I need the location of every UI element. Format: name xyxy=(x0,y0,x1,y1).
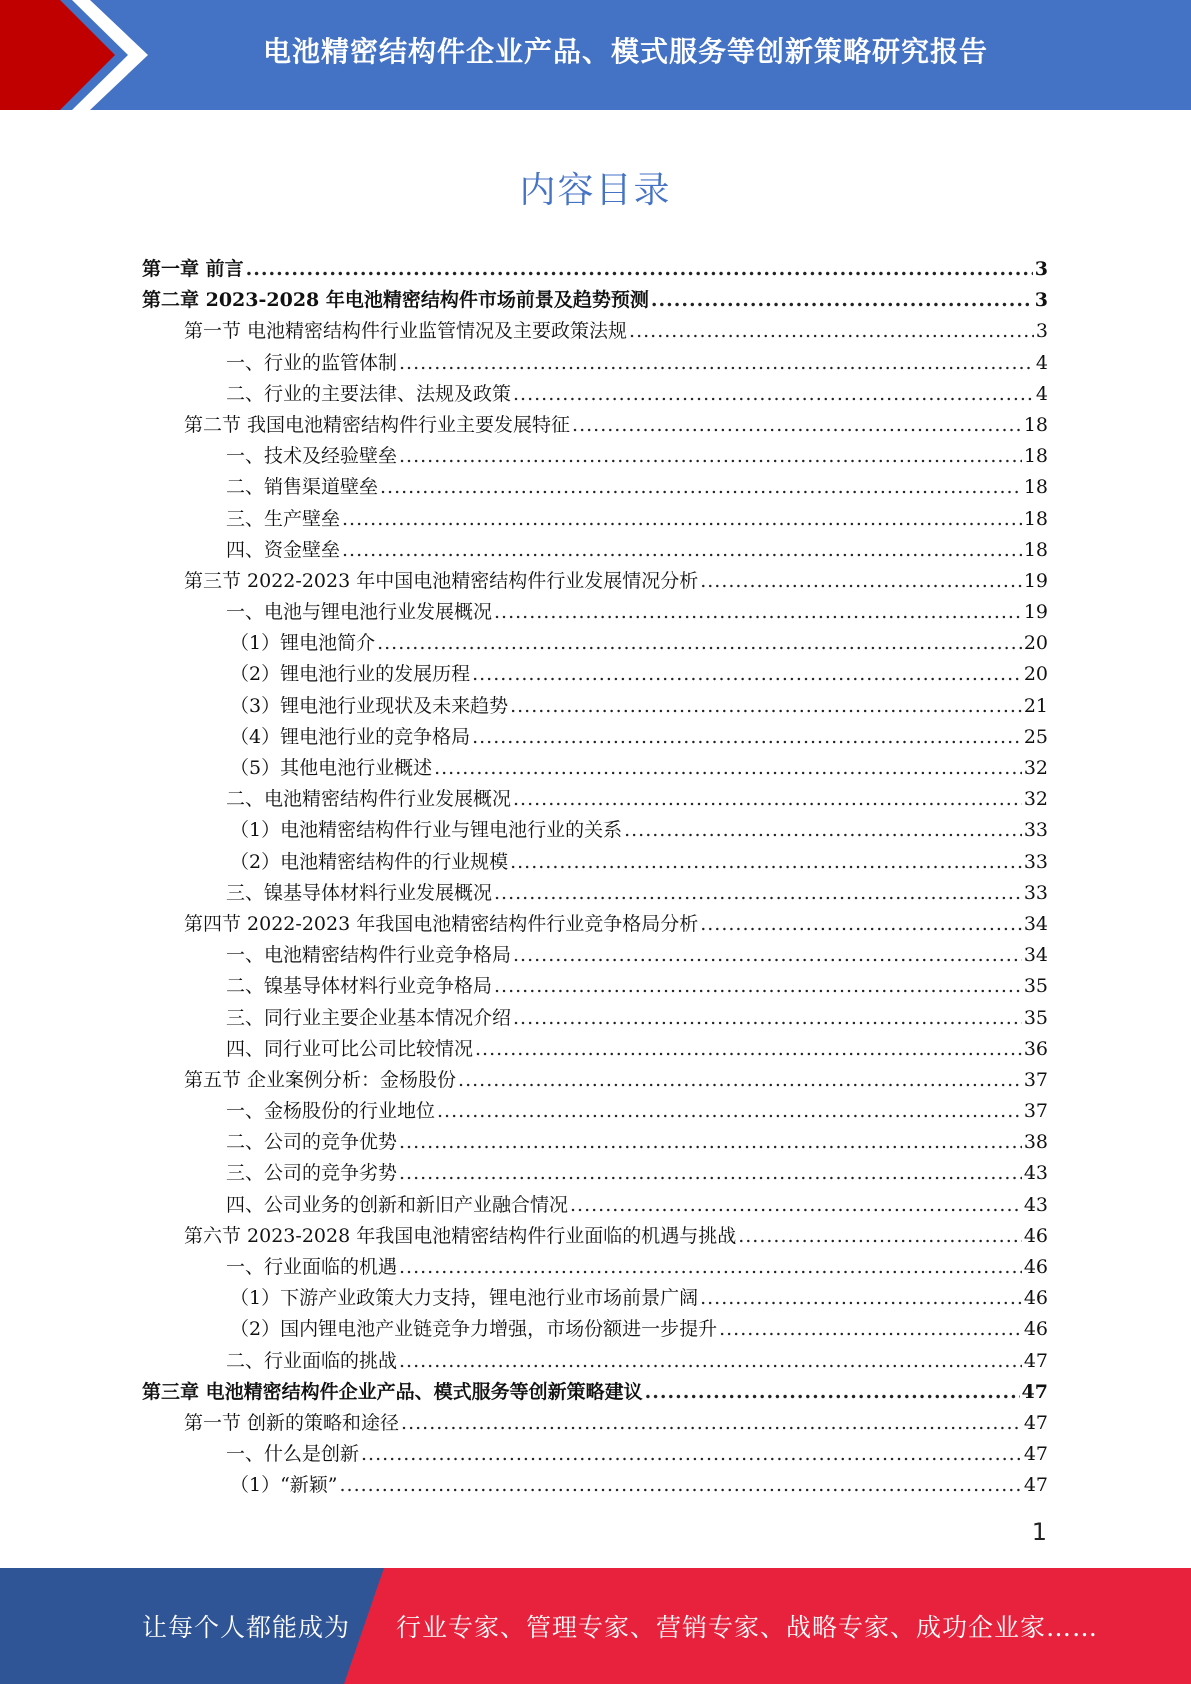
toc-entry-label: 二、镍基导体材料行业竞争格局 xyxy=(226,975,493,998)
toc-entry-label: （1）下游产业政策大力支持，锂电池行业市场前景广阔 xyxy=(230,1287,699,1310)
toc-entry-label: 第四节 2022-2023 年我国电池精密结构件行业竞争格局分析 xyxy=(184,912,699,935)
toc-dot-leader xyxy=(738,1221,1022,1252)
toc-entry-label: 第二节 我国电池精密结构件行业主要发展特征 xyxy=(184,413,571,436)
toc-entry-page: 33 xyxy=(1023,881,1048,904)
toc-entry-page: 37 xyxy=(1023,1068,1048,1091)
toc-dot-leader xyxy=(651,285,1033,316)
toc-dot-leader xyxy=(246,254,1033,285)
toc-entry-page: 33 xyxy=(1023,819,1048,842)
toc-entry-page: 4 xyxy=(1035,351,1048,374)
footer-slogan-left: 让每个人都能成为 xyxy=(142,1613,351,1642)
toc-entry[interactable] xyxy=(142,1127,1048,1158)
toc-entry-label: 三、生产壁垒 xyxy=(226,507,341,530)
toc-entry-label: 三、镍基导体材料行业发展概况 xyxy=(226,881,493,904)
toc-entry-page: 35 xyxy=(1023,1006,1048,1029)
toc-entry-page: 43 xyxy=(1023,1193,1048,1216)
toc-entry-label: 第二章 2023-2028 年电池精密结构件市场前景及趋势预测 xyxy=(142,289,649,312)
toc-dot-leader xyxy=(719,1314,1022,1345)
toc-entry[interactable] xyxy=(142,753,1048,784)
toc-entry[interactable] xyxy=(142,597,1048,628)
toc-dot-leader xyxy=(494,597,1022,628)
toc-dot-leader xyxy=(513,784,1022,815)
toc-dot-leader xyxy=(513,940,1022,971)
toc-entry-page: 18 xyxy=(1023,538,1048,561)
toc-entry-page: 46 xyxy=(1023,1287,1048,1310)
toc-dot-leader xyxy=(380,472,1022,503)
toc-entry-label: 二、行业面临的挑战 xyxy=(226,1349,398,1372)
toc-entry[interactable] xyxy=(142,254,1048,285)
toc-dot-leader xyxy=(624,815,1022,846)
toc-entry-label: 一、电池与锂电池行业发展概况 xyxy=(226,601,493,624)
toc-entry-label: 二、公司的竞争优势 xyxy=(226,1131,398,1154)
toc-entry[interactable] xyxy=(142,1190,1048,1221)
toc-entry[interactable] xyxy=(142,410,1048,441)
toc-dot-leader xyxy=(399,1127,1022,1158)
table-of-contents xyxy=(142,254,1048,1502)
toc-entry-label: （2）国内锂电池产业链竞争力增强，市场份额进一步提升 xyxy=(230,1318,718,1341)
toc-entry[interactable] xyxy=(142,441,1048,472)
toc-entry-label: 二、销售渠道壁垒 xyxy=(226,476,379,499)
toc-entry[interactable] xyxy=(142,909,1048,940)
toc-entry-label: 一、金杨股份的行业地位 xyxy=(226,1100,436,1123)
toc-entry-page: 19 xyxy=(1023,601,1048,624)
toc-entry[interactable] xyxy=(142,1158,1048,1189)
toc-entry-label: 一、行业面临的机遇 xyxy=(226,1256,398,1278)
toc-entry-page: 32 xyxy=(1023,788,1048,811)
toc-entry[interactable] xyxy=(142,472,1048,503)
toc-entry[interactable] xyxy=(142,784,1048,815)
toc-entry-label: 第三章 电池精密结构件企业产品、模式服务等创新策略建议 xyxy=(142,1380,643,1403)
toc-dot-leader xyxy=(377,628,1022,659)
toc-entry-label: （2）电池精密结构件的行业规模 xyxy=(230,850,509,873)
toc-dot-leader xyxy=(700,566,1022,597)
toc-dot-leader xyxy=(572,410,1022,441)
toc-entry-page: 46 xyxy=(1023,1318,1048,1341)
toc-dot-leader xyxy=(472,722,1022,753)
toc-dot-leader xyxy=(629,316,1034,347)
toc-entry[interactable] xyxy=(142,1034,1048,1065)
toc-entry-page: 32 xyxy=(1023,757,1048,779)
toc-entry[interactable] xyxy=(142,566,1048,597)
toc-entry[interactable] xyxy=(142,971,1048,1002)
toc-entry-page: 47 xyxy=(1023,1411,1048,1434)
toc-entry[interactable] xyxy=(142,1283,1048,1314)
toc-dot-leader xyxy=(399,348,1034,379)
toc-entry-page: 3 xyxy=(1035,320,1048,343)
toc-entry[interactable] xyxy=(142,504,1048,535)
toc-dot-leader xyxy=(342,535,1022,566)
toc-dot-leader xyxy=(513,1003,1022,1034)
toc-entry-label: 三、同行业主要企业基本情况介绍 xyxy=(226,1006,512,1029)
toc-entry-label: 第一节 电池精密结构件行业监管情况及主要政策法规 xyxy=(184,320,628,343)
toc-dot-leader xyxy=(494,971,1022,1002)
toc-entry-page: 20 xyxy=(1023,663,1048,686)
toc-entry-label: 第一节 创新的策略和途径 xyxy=(184,1411,400,1434)
toc-entry-page: 4 xyxy=(1035,382,1048,405)
toc-entry-page: 18 xyxy=(1023,507,1048,530)
toc-entry-label: 二、电池精密结构件行业发展概况 xyxy=(226,788,512,811)
toc-entry-page: 38 xyxy=(1023,1131,1048,1154)
toc-entry-label: 三、公司的竞争劣势 xyxy=(226,1162,398,1185)
toc-entry-label: （4）锂电池行业的竞争格局 xyxy=(230,725,471,748)
toc-dot-leader xyxy=(399,1252,1022,1283)
toc-entry-page: 3 xyxy=(1034,289,1048,312)
toc-entry[interactable] xyxy=(142,659,1048,690)
toc-entry[interactable] xyxy=(142,940,1048,971)
toc-entry-page: 47 xyxy=(1023,1349,1048,1372)
toc-entry[interactable] xyxy=(142,847,1048,878)
report-title: 电池精密结构件企业产品、模式服务等创新策略研究报告 xyxy=(262,35,988,68)
toc-dot-leader xyxy=(700,1283,1022,1314)
toc-entry[interactable] xyxy=(142,535,1048,566)
toc-entry[interactable] xyxy=(142,1221,1048,1252)
toc-dot-leader xyxy=(399,441,1022,472)
toc-entry-page: 3 xyxy=(1034,258,1048,280)
toc-entry-label: （1）锂电池简介 xyxy=(230,632,376,655)
toc-entry[interactable] xyxy=(142,1377,1048,1408)
toc-dot-leader xyxy=(401,1408,1022,1439)
toc-dot-leader xyxy=(475,1034,1022,1065)
toc-entry-label: 四、同行业可比公司比较情况 xyxy=(226,1037,474,1060)
toc-entry-page: 19 xyxy=(1023,569,1048,592)
toc-entry[interactable] xyxy=(142,815,1048,846)
toc-dot-leader xyxy=(361,1439,1022,1470)
toc-entry-label: 四、公司业务的创新和新旧产业融合情况 xyxy=(226,1193,569,1216)
toc-entry-label: 一、电池精密结构件行业竞争格局 xyxy=(226,944,512,967)
toc-dot-leader xyxy=(340,1470,1022,1501)
toc-entry-label: （2）锂电池行业的发展历程 xyxy=(230,663,471,686)
toc-entry-page: 47 xyxy=(1023,1474,1048,1497)
toc-entry[interactable] xyxy=(142,316,1048,347)
toc-dot-leader xyxy=(513,379,1034,410)
toc-entry[interactable] xyxy=(142,1470,1048,1501)
toc-entry-page: 21 xyxy=(1023,694,1048,717)
toc-entry[interactable] xyxy=(142,691,1048,722)
toc-entry-page: 46 xyxy=(1023,1224,1048,1247)
page-number: 1 xyxy=(1031,1518,1047,1546)
toc-entry-label: （1）电池精密结构件行业与锂电池行业的关系 xyxy=(230,819,623,842)
toc-entry-label: 第一章 前言 xyxy=(142,258,244,280)
toc-dot-leader xyxy=(510,847,1022,878)
toc-dot-leader xyxy=(510,691,1022,722)
toc-entry-page: 46 xyxy=(1023,1256,1048,1278)
toc-dot-leader xyxy=(458,1065,1022,1096)
toc-entry-page: 34 xyxy=(1023,912,1048,935)
toc-entry-label: 一、什么是创新 xyxy=(226,1443,360,1466)
toc-entry-label: 第三节 2022-2023 年中国电池精密结构件行业发展情况分析 xyxy=(184,569,699,592)
toc-dot-leader xyxy=(399,1158,1022,1189)
toc-dot-leader xyxy=(437,1096,1022,1127)
toc-entry[interactable] xyxy=(142,722,1048,753)
toc-entry[interactable] xyxy=(142,1408,1048,1439)
toc-dot-leader xyxy=(472,659,1022,690)
toc-entry-label: （5）其他电池行业概述 xyxy=(230,757,433,779)
toc-dot-leader xyxy=(399,1346,1022,1377)
toc-entry[interactable] xyxy=(142,1346,1048,1377)
toc-entry-page: 18 xyxy=(1023,476,1048,499)
toc-dot-leader xyxy=(700,909,1022,940)
toc-entry[interactable] xyxy=(142,379,1048,410)
toc-entry[interactable] xyxy=(142,1003,1048,1034)
toc-entry-page: 35 xyxy=(1023,975,1048,998)
toc-entry-page: 47 xyxy=(1021,1380,1048,1403)
toc-entry-label: 一、技术及经验壁垒 xyxy=(226,445,398,468)
toc-entry[interactable] xyxy=(142,878,1048,909)
toc-entry-page: 20 xyxy=(1023,632,1048,655)
toc-entry[interactable] xyxy=(142,348,1048,379)
page-footer xyxy=(0,1568,1191,1684)
toc-entry[interactable] xyxy=(142,1096,1048,1127)
toc-entry-label: 第六节 2023-2028 年我国电池精密结构件行业面临的机遇与挑战 xyxy=(184,1224,737,1247)
toc-dot-leader xyxy=(570,1190,1022,1221)
toc-entry-page: 43 xyxy=(1023,1162,1048,1185)
toc-entry-page: 47 xyxy=(1023,1443,1048,1466)
toc-entry-page: 37 xyxy=(1023,1100,1048,1123)
toc-title: 内容目录 xyxy=(519,170,672,211)
page-header xyxy=(0,0,1191,110)
toc-entry-page: 36 xyxy=(1023,1037,1048,1060)
toc-dot-leader xyxy=(494,878,1022,909)
footer-slogan-right: 行业专家、管理专家、营销专家、战略专家、成功企业家…… xyxy=(396,1613,1099,1642)
toc-dot-leader xyxy=(645,1377,1020,1408)
toc-entry[interactable] xyxy=(142,1065,1048,1096)
toc-entry-page: 34 xyxy=(1023,944,1048,967)
toc-dot-leader xyxy=(342,504,1022,535)
toc-entry[interactable] xyxy=(142,285,1048,316)
toc-entry-page: 33 xyxy=(1023,850,1048,873)
toc-entry-label: 一、行业的监管体制 xyxy=(226,351,398,374)
toc-entry-page: 18 xyxy=(1023,413,1048,436)
toc-entry[interactable] xyxy=(142,1439,1048,1470)
toc-entry-label: 二、行业的主要法律、法规及政策 xyxy=(226,382,512,405)
toc-entry-label: （3）锂电池行业现状及未来趋势 xyxy=(230,694,509,717)
toc-entry-page: 18 xyxy=(1023,445,1048,468)
toc-entry[interactable] xyxy=(142,1252,1048,1283)
toc-entry[interactable] xyxy=(142,1314,1048,1345)
toc-entry-label: 四、资金壁垒 xyxy=(226,538,341,561)
toc-entry-page: 25 xyxy=(1023,725,1048,748)
toc-entry[interactable] xyxy=(142,628,1048,659)
toc-entry-label: （1）“新颖” xyxy=(230,1474,338,1497)
toc-dot-leader xyxy=(434,753,1022,784)
toc-entry-label: 第五节 企业案例分析：金杨股份 xyxy=(184,1068,457,1091)
